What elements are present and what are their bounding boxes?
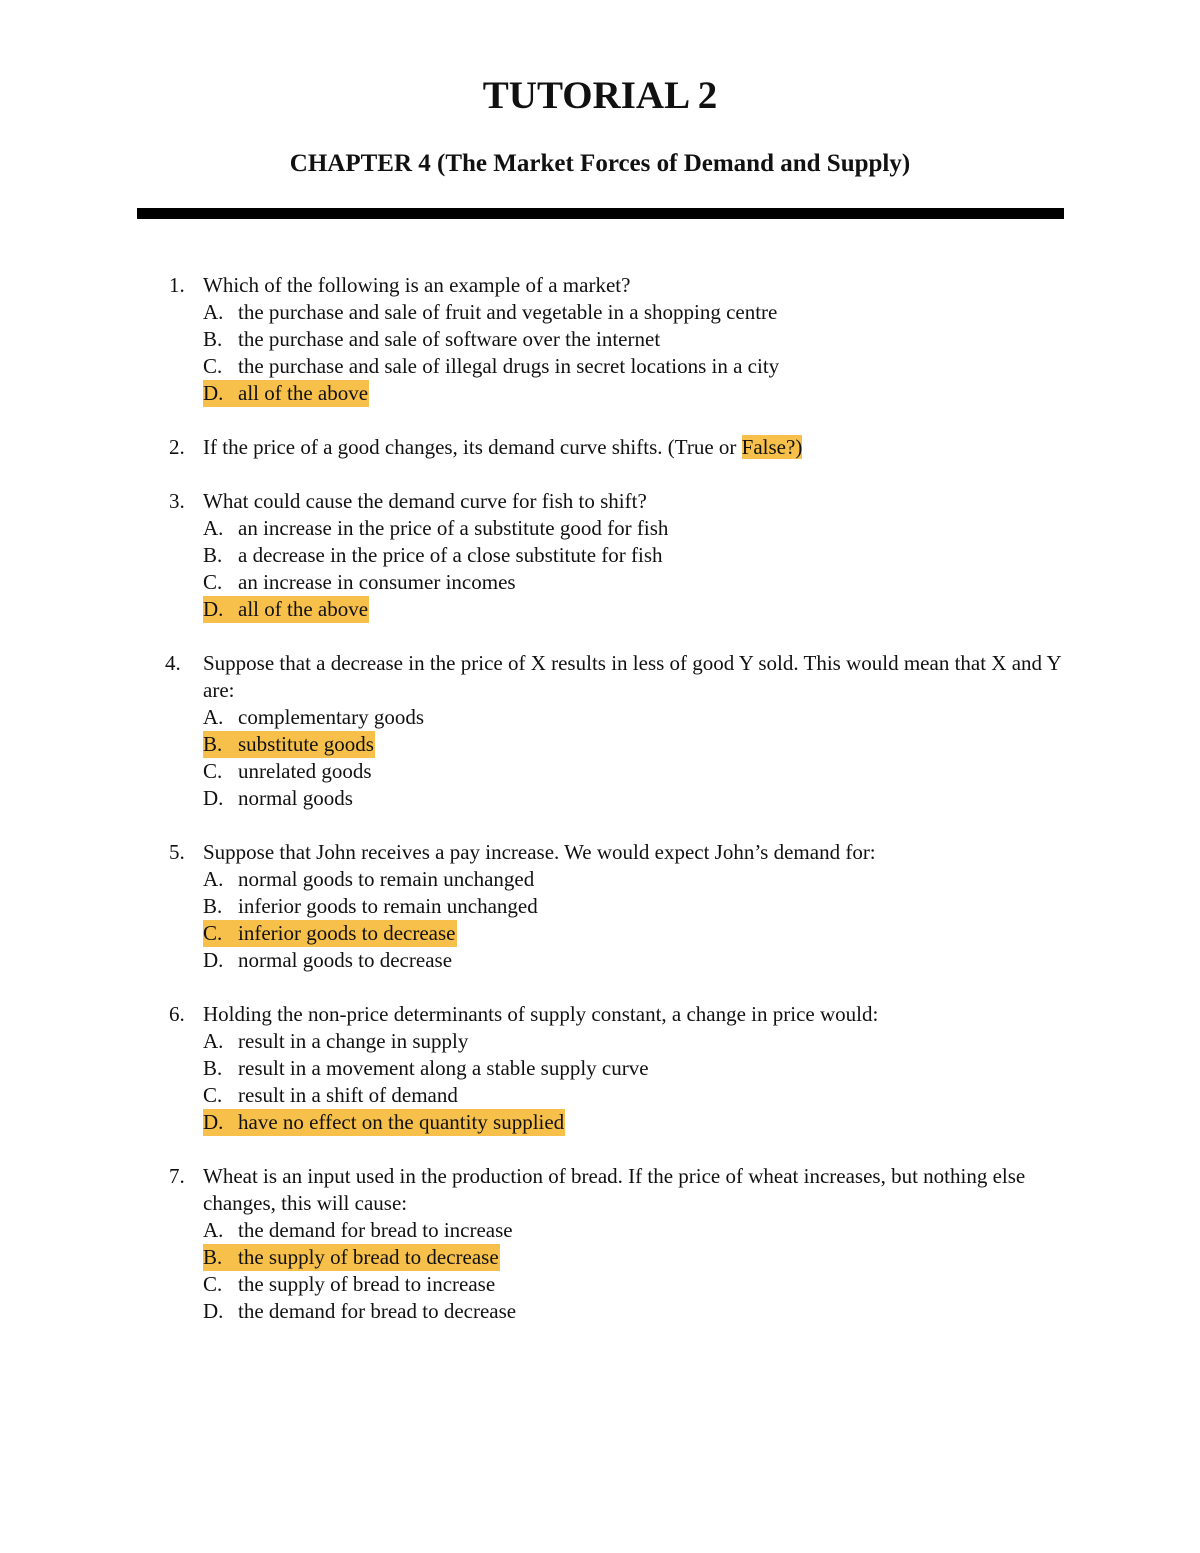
option-letter: B. bbox=[203, 543, 223, 567]
option-letter: B. bbox=[203, 1245, 223, 1269]
option-text: the demand for bread to decrease bbox=[238, 1299, 517, 1323]
question-3 bbox=[0, 488, 1200, 623]
option-text: substitute goods bbox=[238, 732, 374, 756]
option-letter: B. bbox=[203, 1056, 223, 1080]
option-letter: C. bbox=[203, 921, 223, 945]
page-title: TUTORIAL 2 bbox=[482, 74, 718, 117]
option-text: an increase in consumer incomes bbox=[238, 570, 516, 594]
option-letter: B. bbox=[203, 894, 223, 918]
option-text: all of the above bbox=[238, 597, 369, 621]
option-c bbox=[203, 1271, 1200, 1298]
option-d bbox=[203, 785, 1200, 812]
chapter-heading: CHAPTER 4 (The Market Forces of Demand and Supply) bbox=[289, 150, 911, 177]
option-c bbox=[203, 758, 1200, 785]
option-letter: D. bbox=[203, 948, 224, 972]
question-text bbox=[203, 434, 1063, 461]
option-letter: C. bbox=[203, 354, 223, 378]
option-c bbox=[203, 353, 1200, 380]
option-letter: C. bbox=[203, 759, 223, 783]
question-text-main: If the price of a good changes, its demand curve shifts. (True or bbox=[203, 435, 742, 459]
option-c bbox=[203, 920, 1200, 947]
option-b bbox=[203, 326, 1200, 353]
option-text: normal goods to remain unchanged bbox=[238, 867, 535, 891]
option-text: inferior goods to decrease bbox=[238, 921, 456, 945]
question-number: 3. bbox=[169, 489, 185, 513]
option-letter: C. bbox=[203, 570, 223, 594]
option-d bbox=[203, 947, 1200, 974]
option-b bbox=[203, 1244, 1200, 1271]
option-text: inferior goods to remain unchanged bbox=[238, 894, 538, 918]
question-text: Wheat is an input used in the production of bread. If the price of wheat increases, but nothing else changes, this will cause: bbox=[203, 1164, 1026, 1215]
option-text: an increase in the price of a substitute good for fish bbox=[238, 516, 669, 540]
question-7 bbox=[0, 1163, 1200, 1325]
option-d bbox=[203, 1298, 1200, 1325]
highlighted-answer: False?) bbox=[741, 435, 803, 459]
option-letter: A. bbox=[203, 300, 224, 324]
option-text: the purchase and sale of illegal drugs in secret locations in a city bbox=[238, 354, 780, 378]
option-b bbox=[203, 731, 1200, 758]
heading-divider bbox=[137, 208, 1064, 219]
question-1 bbox=[0, 272, 1200, 407]
question-number: 1. bbox=[169, 273, 185, 297]
option-a bbox=[203, 1028, 1200, 1055]
option-letter: B. bbox=[203, 732, 223, 756]
option-text: a decrease in the price of a close substitute for fish bbox=[238, 543, 663, 567]
option-text: complementary goods bbox=[238, 705, 425, 729]
question-number: 2. bbox=[169, 435, 185, 459]
question-6 bbox=[0, 1001, 1200, 1136]
answer-options bbox=[203, 1217, 1200, 1325]
question-number: 7. bbox=[169, 1164, 185, 1188]
option-text: the demand for bread to increase bbox=[238, 1218, 513, 1242]
option-letter: C. bbox=[203, 1083, 223, 1107]
option-letter: C. bbox=[203, 1272, 223, 1296]
question-number: 5. bbox=[169, 840, 185, 864]
question-4 bbox=[0, 650, 1200, 812]
option-d bbox=[203, 596, 1200, 623]
option-text: normal goods bbox=[238, 786, 353, 810]
option-d bbox=[203, 1109, 1200, 1136]
option-letter: A. bbox=[203, 1029, 224, 1053]
option-letter: A. bbox=[203, 516, 224, 540]
option-text: normal goods to decrease bbox=[238, 948, 453, 972]
answer-options bbox=[203, 704, 1200, 812]
option-a bbox=[203, 1217, 1200, 1244]
option-text: the supply of bread to decrease bbox=[238, 1245, 499, 1269]
option-text: the purchase and sale of fruit and vegetable in a shopping centre bbox=[238, 300, 778, 324]
question-text: Holding the non-price determinants of supply constant, a change in price would: bbox=[203, 1002, 879, 1026]
option-b bbox=[203, 893, 1200, 920]
option-text: result in a change in supply bbox=[238, 1029, 469, 1053]
option-a bbox=[203, 515, 1200, 542]
question-5 bbox=[0, 839, 1200, 974]
option-letter: A. bbox=[203, 1218, 224, 1242]
option-text: all of the above bbox=[238, 381, 369, 405]
option-letter: D. bbox=[203, 381, 224, 405]
option-b bbox=[203, 1055, 1200, 1082]
answer-options bbox=[203, 515, 1200, 623]
option-a bbox=[203, 704, 1200, 731]
option-a bbox=[203, 299, 1200, 326]
option-b bbox=[203, 542, 1200, 569]
option-d bbox=[203, 380, 1200, 407]
option-letter: A. bbox=[203, 705, 224, 729]
option-text: the purchase and sale of software over the internet bbox=[238, 327, 661, 351]
answer-options bbox=[203, 1028, 1200, 1136]
option-letter: A. bbox=[203, 867, 224, 891]
answer-options bbox=[203, 299, 1200, 407]
question-text: Suppose that John receives a pay increase. We would expect John’s demand for: bbox=[203, 840, 876, 864]
option-text: have no effect on the quantity supplied bbox=[238, 1110, 565, 1134]
question-number: 6. bbox=[169, 1002, 185, 1026]
question-text: Suppose that a decrease in the price of X results in less of good Y sold. This would mean that X and Y are: bbox=[203, 651, 1061, 702]
question-text: What could cause the demand curve for fish to shift? bbox=[203, 489, 647, 513]
option-letter: D. bbox=[203, 597, 224, 621]
answer-options bbox=[203, 866, 1200, 974]
option-c bbox=[203, 1082, 1200, 1109]
question-number: 4. bbox=[165, 651, 181, 675]
option-a bbox=[203, 866, 1200, 893]
option-text: result in a shift of demand bbox=[238, 1083, 458, 1107]
option-text: the supply of bread to increase bbox=[238, 1272, 496, 1296]
option-letter: D. bbox=[203, 1110, 224, 1134]
option-letter: D. bbox=[203, 786, 224, 810]
question-2 bbox=[0, 434, 1200, 461]
option-c bbox=[203, 569, 1200, 596]
option-letter: B. bbox=[203, 327, 223, 351]
option-text: result in a movement along a stable supply curve bbox=[238, 1056, 649, 1080]
option-text: unrelated goods bbox=[238, 759, 372, 783]
question-list bbox=[0, 272, 1200, 1352]
question-text: Which of the following is an example of a market? bbox=[203, 273, 631, 297]
option-letter: D. bbox=[203, 1299, 224, 1323]
